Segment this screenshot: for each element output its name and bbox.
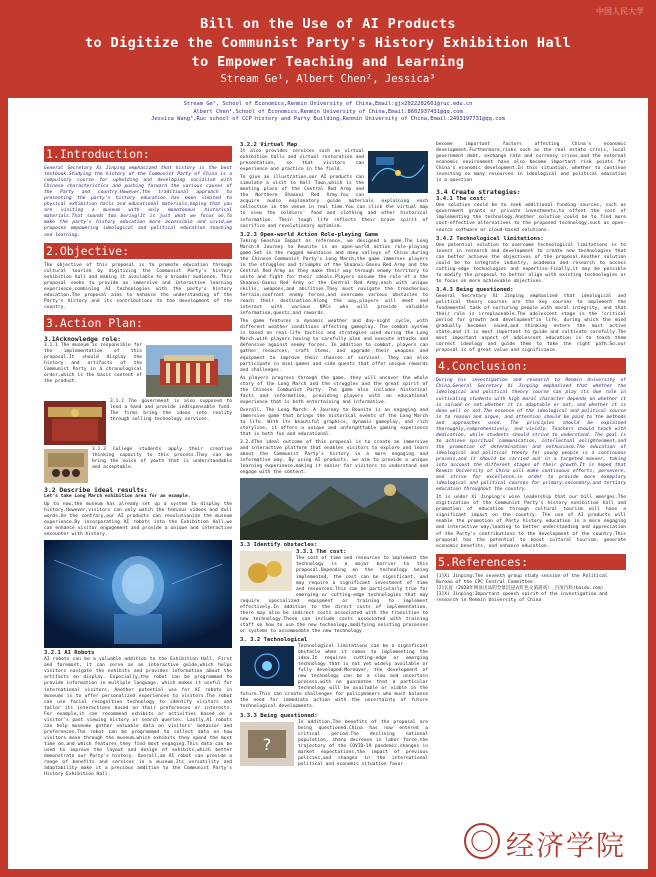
strategy-questioned-heading: 3.4.3 Being questioned:	[436, 286, 514, 293]
school-logo-text: 经济学院	[506, 829, 627, 862]
svg-text:?: ?	[262, 734, 272, 754]
reference-3: [3]Xi Jinping:Important speech spirit of the investigation and research in Renmin University of China	[436, 591, 608, 603]
university-logo-text: 中国人民大学	[596, 7, 644, 16]
school-of-economics-logo	[462, 820, 632, 862]
affiliation-1: Stream Ge¹, School of Economics,Renmin University of China,Email:gjx2022202601@ruc.edu.cn	[183, 101, 473, 107]
technology-image	[240, 646, 294, 686]
ideal-outcome-text: 3.2.4The ideal outcome of this proposal is to create an immersive and interactive platform that enables visitors to explore and learn about the Communist Party's history in a more engaging and informative way. By using AI products, we aim to provide a unique learning experience,making it easier for visitors to understand and engage with the content.	[240, 440, 428, 476]
strategy-tech-heading: 3.4.2 Technological limitations:	[436, 235, 544, 242]
rpg-game-text-1: Taking Genshin Impact as reference, we designed a game.The Long March:A Journey to Reunite is an open-world action role-playing game.Set in the rugged mountains and deep valleys of China during the Chinese Communist Party's Long March,the game immerses players in the struggles and triumphs of the Shaanxi-Gansu Red Army and the Central Red Army as they make their way through enemy territory to unite and fight for their ideals.Players assume the role of a the Shaanxi-Gansu Red Army or the Central Red Army,each with unique skills, weapons,and abilities.They must navigate the treacherous terrain,confront enemy forces,and overcome various obstacles to reach their destination.Along the way,players will meet and interact with various NPCs who will provide valuable information,quests,and rewards.	[240, 238, 428, 317]
affiliation-3: Jessica Wang³,Ruc school of CCP history and Party Building,Renmin University of China,Email:2493197731@qq.com	[151, 116, 505, 122]
government-photo	[44, 401, 106, 445]
reference-1: [1]Xi Jinping:The seventh group study session of the Political Bureau of the CPC Central Committee.	[436, 573, 608, 585]
column-2	[240, 142, 428, 770]
technological-heading: 3. 3.2 Technological	[240, 637, 308, 643]
students-photo	[44, 449, 88, 483]
objective-text: The objective of this proposal is to promote education through cultural tourism by digitizing the Communist Party's history exhibition hall and making it available to a broader audience. This proposal seeks to provide an immersive and interactive learning experience,combining AI technologies with the party's history education.The proposal aims to enhance the understanding of the Party's history and its contributions to the development of the country.	[44, 262, 232, 310]
questioned-image	[240, 722, 294, 766]
affiliation-2: Albert Chen²,School of Economics,Renmin University of China,Email:8602937431@qq.com	[193, 108, 463, 115]
affiliations	[8, 98, 648, 124]
ideal-results-lead: Let's take Long March exhibition area for an example.	[44, 493, 191, 499]
government-role-text: 3.1.2 The government is also supposed to lend a hand and provide indispensable fund. The firms bring the ideas into reality through selling technology services.	[110, 398, 232, 423]
cost-heading: 3.3.1 The cost:	[296, 549, 347, 556]
virtual-map-text-b: To give an illustration,our AI products can simulate a visit to Hall Town,which is the meeting place of the Central Red Army and the Northern Shaanxi Red Army.You can acquire audio explanatory guide materials explaining each collection in the venue in real time.You can click the virtual map to view the soldiers' food and clothing and other historical information. Their tough life reflects their brave spirit of sacrifice and revolutionary optimism.	[240, 175, 428, 229]
cost-text: The cost of time and resources to implement the technology is a major barrier to this proposal.Depending on the technology being implemented, the cost can be significant, and may require a significant investment of time and resources.This can be particularly true for emerging or cutting-edge technologies that may require specialized equipment or training to implement effectively.In addition to the direct costs of implementation, there may also be indirect costs associated with the transition to new technology.These can include costs associated with training staff on how to use the new technology,modifying existing processes or systems to accommodate the new technology.	[240, 556, 428, 634]
conclusion-text-1: During his investigation and research to Renmin University of China,General Secretary Xi Jinping emphasized that whether the ideological and political theory course can play its due role in cultivating students with high moral character depends on whether it is valued or not,whether it is adaptable or not, and whether it is done well or not.The essence of the ideological and political course is to reason and argue, and attention should be paid to the methods and approaches used. The principles should be explained thoroughly,comprehensively, and vividly. Teachers should teach with dedication, while students should strive to understand. The goal is to achieve spiritual communication, intellectual enlightenment,and the promotion of determination and enthusiasm.The education of ideological and political theory for young people is a continuous process,and it should be carried out in a targeted manner, taking into account the different stages of their growth.It is hoped that Renmin University of China will make continuous efforts, persevere, and strive for excellence,in order to provide more exemplary ideological and political courses for primary,secondary,and tertiary education throughout the country.	[436, 378, 626, 493]
action-plan-heading: 3.Action Plan:	[44, 315, 232, 331]
create-strategies-heading: 3.4 Create strategies:	[436, 188, 521, 197]
being-questioned-text: In addition,The benefits of the proposal are being questioned.China has now entered a critical period.The declining national population, sharp decrease in labor force,the trajectory of the COVID-19 pandemic,changes in market expectations,the impact of previous policies,and changes in the international political and economic situation favor	[298, 719, 428, 767]
conclusion-text-2: It is under Xi Jinping's wise leadership that our bill emerges.The digitization of the Communist Party's history exhibition hall and promotion of education through cultural tourism will have a significant impact on the country. The use of AI products will enable the promotion of Party history education in a more engaging and interactive way,leading to better understanding and appreciation of the Party's contributions to the development of the country.This proposal has the potential to boost cultural tourism, generate economic benefits, and enhance education.	[436, 495, 626, 549]
authors: Stream Ge¹, Albert Chen², Jessica³	[220, 73, 436, 85]
being-questioned-heading: 3.3.3 Being questioned:	[240, 712, 318, 719]
poster-body	[8, 98, 648, 869]
questioned-continued-text: become important factors affecting China's economic development.Furthermore,risks such as the real estate crisis, local government debt, exchange rate and currency crises,and the external economic environment have also become important risk points for China's economic development.In this situation, whether to continue investing so many resources in ideological and political education is a question	[436, 142, 626, 184]
virtual-map-heading: 3.2.2 Virtual Map	[240, 142, 298, 148]
strategy-cost-text: One solution could be to seek additional funding sources, such as government grants or private investments,to offset the cost of implementing the technology.Another solution could be to find more cost-effective alternatives to the proposed technology,such as open-source software or cloud-based solutions.	[436, 203, 626, 233]
strategy-cost-heading: 3.4.1 The cost:	[436, 196, 487, 203]
museum-photo	[146, 345, 232, 397]
poster-header	[0, 0, 656, 98]
ai-robot-image	[44, 540, 232, 648]
references-heading: 5.References:	[436, 554, 626, 570]
column-3	[436, 142, 626, 604]
conclusion-heading: 4.Conclusion:	[436, 358, 626, 374]
rpg-game-heading: 3.2.3 Open-world Action Role-playing Game	[240, 231, 379, 238]
identify-obstacles-heading: 3.3 Identify obstacles:	[240, 542, 318, 549]
objective-heading: 2.Objective:	[44, 243, 232, 259]
acknowledge-role-heading: 3.1Acknowledge role:	[44, 334, 121, 343]
ideal-results-text: Up to now,the museum has already set up a system to display the history.However,visitors can only watch the tedious videos and dull words.On the contrary,our AI products can revolutionize the museum experience.By incorporating AI robots into the Exhibition Hall,we can enhance visitor engagement and provide a unique and interactive encounter with history.	[44, 501, 232, 538]
long-march-game-image	[240, 478, 428, 540]
university-logo	[584, 6, 644, 24]
virtual-map-text-a: It also provides services such as virtual exhibition halls and virtual restoration and presentation, so that visitors can experience and practice in the field.	[240, 149, 364, 173]
ideal-results-heading: 3.2 Describe ideal results:	[44, 485, 148, 494]
virtual-map-image	[368, 151, 428, 193]
column-1	[44, 142, 232, 780]
title-line-1: Bill on the Use of AI Products	[200, 16, 456, 32]
cost-image	[240, 551, 292, 591]
strategy-tech-text: One potential solution to overcome technological limitations is to invest in research and development to create new technologies that can better achieve the objectives of the proposal.Another solution could be to integrate industry, academia and research to access cutting-edge technologies and expertise.Finally,it may be possible to modify the proposal to better align with existing technologies or to focus on more achievable objectives.	[436, 242, 626, 284]
students-role-text: 3.1.3 College students apply their creative thinking capacity to this process.They can be bring the voice of youth that is understandable and acceptable.	[92, 446, 232, 471]
ai-robots-heading: 3.2.1 AI Robots	[44, 650, 95, 657]
strategy-questioned-text: General Secretary Xi Jinping emphasized that ideological and political theory courses are the key courses to implement the fundamental task of nurturing people with moral integrity, and that their role is irreplaceable.The adolescent stage is the "critical period for growth and development"in life, during which the mind gradually becomes sound,and thinking enters the most active state,and it is most important to guide and cultivate carefully.The most important aspect of adolescent education is to teach them correct ideology and guide them to take the right path.So,our proposal is of great value and significance.	[436, 293, 626, 354]
title-line-2: to Digitize the Communist Party's History Exhibition Hall	[84, 35, 572, 51]
introduction-heading: 1.Introduction:	[44, 146, 232, 162]
ai-robots-text: AI robots can be a valuable addition to the Exhibition Hall. First and foremost, it can serve as an interactive guide,which helps visitors navigate the exhibits and provides information about the artifacts on display. Especially,the robot can be programmed to provide information in multiple language, which makes it useful for international visitors. Another potential use for AI robots in museums is to offer personalized experiences to visitors.The robot can use facial recognition technology to identify visitors and tailor its interactions based on their preferences or interests. For example,it can recommend exhibits or activities based on a visitor's past viewing history or search queries. Lastly,AI robots can help museums gather valuable data on visitors' behavior and preferences.The robot can be programmed to collect data on how visitors move through the museum,which exhibits they spend the most time on,and which features they find most engaging.This data can be used to improve the layout and design of exhibits,which better demonstrate our Party's history. Overall,an AI robot can provide a range of benefits and services in a museum.Its versatility and adaptability make it a precious addition to the Communist Party's History Exhibition Hall.	[44, 657, 232, 778]
rpg-game-text-3: As players progress through the game, they will uncover the whole story of the Long March and the struggles and the great spirit of the Chinese Communist Party. The game also includes historical facts and information, providing players with an educational experience that is both entertaining and informative.	[240, 375, 428, 405]
title-line-3: to Empower Teaching and Learning	[191, 54, 465, 70]
museum-role-text: 3.1.1 The museum is responsible for the implementation of this proposal.It should display the history and artifacts of the Communist Party in a chronological order,which is the basic content of the product.	[44, 342, 142, 385]
rpg-game-text-2: The game features a dynamic weather and day-night cycle, with different weather conditions affecting gameplay. The combat system is based on real-life tactics and strategies used during the Long March,with players having to carefully plan and execute attacks and defensive against enemy forces. In addition to combat, players can gather resources, craft items, and upgrade their weapons and equipment to improve their chances of survival. They can also participate in mini-games and side quests that offer unique rewards and challenges.	[240, 319, 428, 373]
reference-2: [2]长征（2020年网易出品的全景沉浸式红色文旅游戏）_百度百科(baidu.com)	[436, 585, 604, 591]
introduction-text: General Secretary Xi Jinping emphasized that history is the best textbook.Studying the history of the Communist Party of China is a compulsory course for upholding and developing socialism with Chinese characteristics and pushing forward the various causes of the Party and country.However,the traditional approach to presenting the party's history education has been limited to physical exhibition halls and educational materials,hoping that you are visiting a museum with only monotonous historical materials.That sounds too boring!It is just what we focus on.To make the party's history education more accessible and vivid,we proposes empowering ideological and political education teaching and learning.	[44, 166, 232, 238]
technological-text: Technological limitations can be a significant obstacle when it comes to implementing the idea.It requires cutting-edge or emerging technology that is not yet widely available or fully developed.Moreover, the development of new technology can be a slow and uncertain process,with no guarantee that a particular technology will be available or viable in the future.This can create challenges for policymakers who must balance the need for immediate action with the uncertainty of future technological developments.	[240, 644, 428, 710]
rpg-game-text-4: Overall, The Long March: A Journey to Reunite is an engaging and immersive game that brings the historical events of the Long March to life. With its beautiful graphics, dynamic gameplay, and rich storyline, it offers a unique and unforgettable gaming experience that is both fun and educational.	[240, 407, 428, 438]
